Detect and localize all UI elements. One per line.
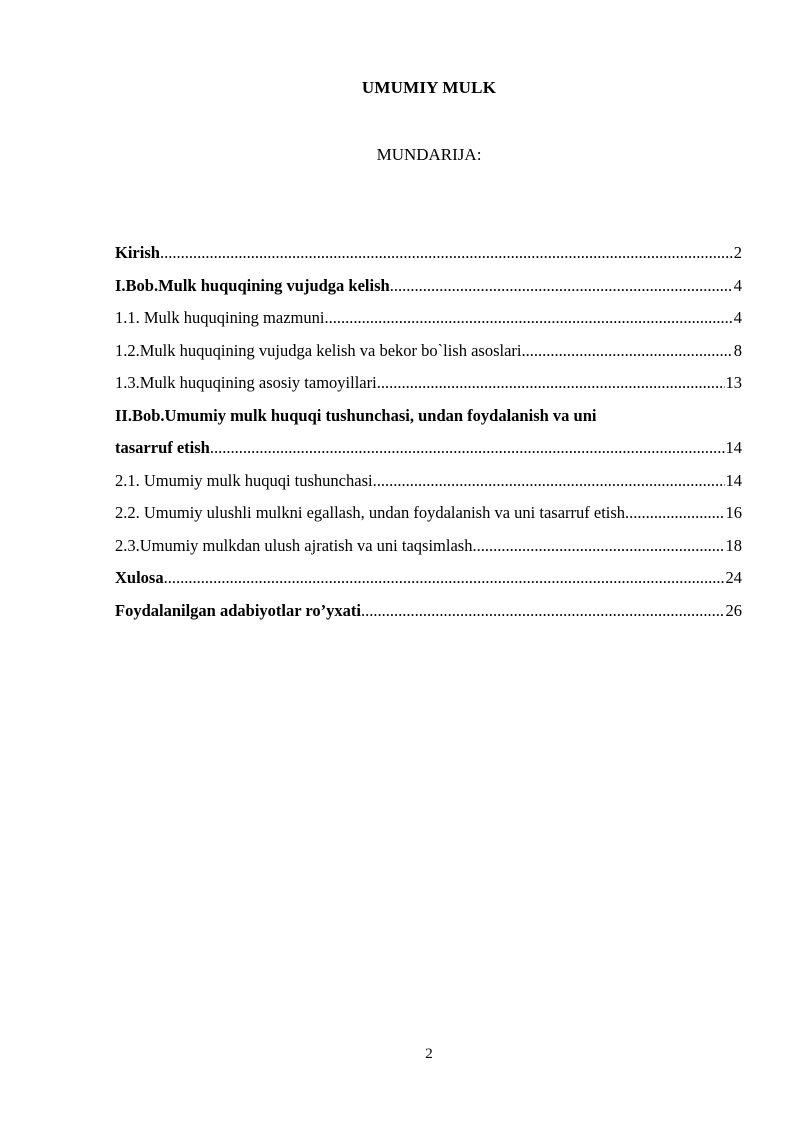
toc-entry-page: 4 xyxy=(733,275,742,295)
toc-entry-page: 13 xyxy=(725,373,742,392)
toc-leader-dots xyxy=(160,237,733,270)
page-number: 2 xyxy=(425,1046,433,1062)
toc-entry-page xyxy=(596,406,597,425)
toc-leader-dots xyxy=(210,432,725,465)
toc-entry-title: 1.1. Mulk huquqining mazmuni xyxy=(115,308,325,327)
toc-entry-2-2[interactable] xyxy=(115,497,742,530)
toc-entry-title: Xulosa xyxy=(115,568,164,587)
toc-entry-title: II.Bob.Umumiy mulk huquqi tushunchasi, undan foydalanish va uni xyxy=(115,405,597,425)
toc-leader-dots xyxy=(164,562,725,595)
toc-entry-chapter-2-line-1[interactable] xyxy=(115,400,742,433)
toc-entry-chapter-2-line-2[interactable] xyxy=(115,432,742,465)
toc-leader-dots xyxy=(390,270,733,303)
toc-entry-page: 8 xyxy=(733,340,742,360)
toc-entry-title: 1.2.Mulk huquqining vujudga kelish va bekor bo`lish asoslari xyxy=(115,340,522,360)
toc-leader-dots xyxy=(625,497,724,530)
toc-entry-title: 1.3.Mulk huquqining asosiy tamoyillari xyxy=(115,373,377,392)
table-of-contents xyxy=(115,237,742,627)
toc-entry-2-1[interactable] xyxy=(115,465,742,498)
toc-leader-dots xyxy=(361,595,724,628)
toc-entry-title: 2.1. Umumiy mulk huquqi tushunchasi xyxy=(115,470,373,490)
toc-entry-title: I.Bob.Mulk huquqining vujudga kelish xyxy=(115,275,390,295)
toc-entry-page: 24 xyxy=(725,568,742,587)
toc-entry-page: 16 xyxy=(725,503,742,522)
toc-leader-dots xyxy=(522,335,733,368)
toc-leader-dots xyxy=(324,302,732,335)
toc-entry-title: Foydalanilgan adabiyotlar ro’yxati xyxy=(115,600,362,620)
toc-leader-dots xyxy=(377,367,725,400)
toc-entry-title: Kirish xyxy=(115,243,160,262)
toc-entry-bibliography[interactable] xyxy=(115,595,742,628)
toc-entry-page: 18 xyxy=(725,535,742,555)
toc-entry-title: 2.3.Umumiy mulkdan ulush ajratish va uni taqsimlash xyxy=(115,535,473,555)
toc-entry-page: 14 xyxy=(725,438,742,457)
toc-entry-title: 2.2. Umumiy ulushli mulkni egallash, undan foydalanish va uni tasarruf etish xyxy=(115,503,626,522)
toc-entry-title: tasarruf etish xyxy=(115,438,210,457)
toc-entry-chapter-1[interactable] xyxy=(115,270,742,303)
toc-entry-2-3[interactable] xyxy=(115,530,742,563)
document-title: UMUMIY MULK xyxy=(361,78,497,97)
toc-entry-page: 2 xyxy=(733,243,742,262)
toc-entry-xulosa[interactable] xyxy=(115,562,742,595)
toc-leader-dots xyxy=(373,465,725,498)
toc-entry-page: 26 xyxy=(725,600,742,620)
toc-heading: MUNDARIJA: xyxy=(376,145,482,164)
toc-leader-dots xyxy=(472,530,724,563)
toc-entry-1-3[interactable] xyxy=(115,367,742,400)
toc-entry-1-1[interactable] xyxy=(115,302,742,335)
toc-entry-kirish[interactable] xyxy=(115,237,742,270)
toc-entry-1-2[interactable] xyxy=(115,335,742,368)
toc-entry-page: 14 xyxy=(725,470,742,490)
toc-entry-page: 4 xyxy=(733,308,742,327)
